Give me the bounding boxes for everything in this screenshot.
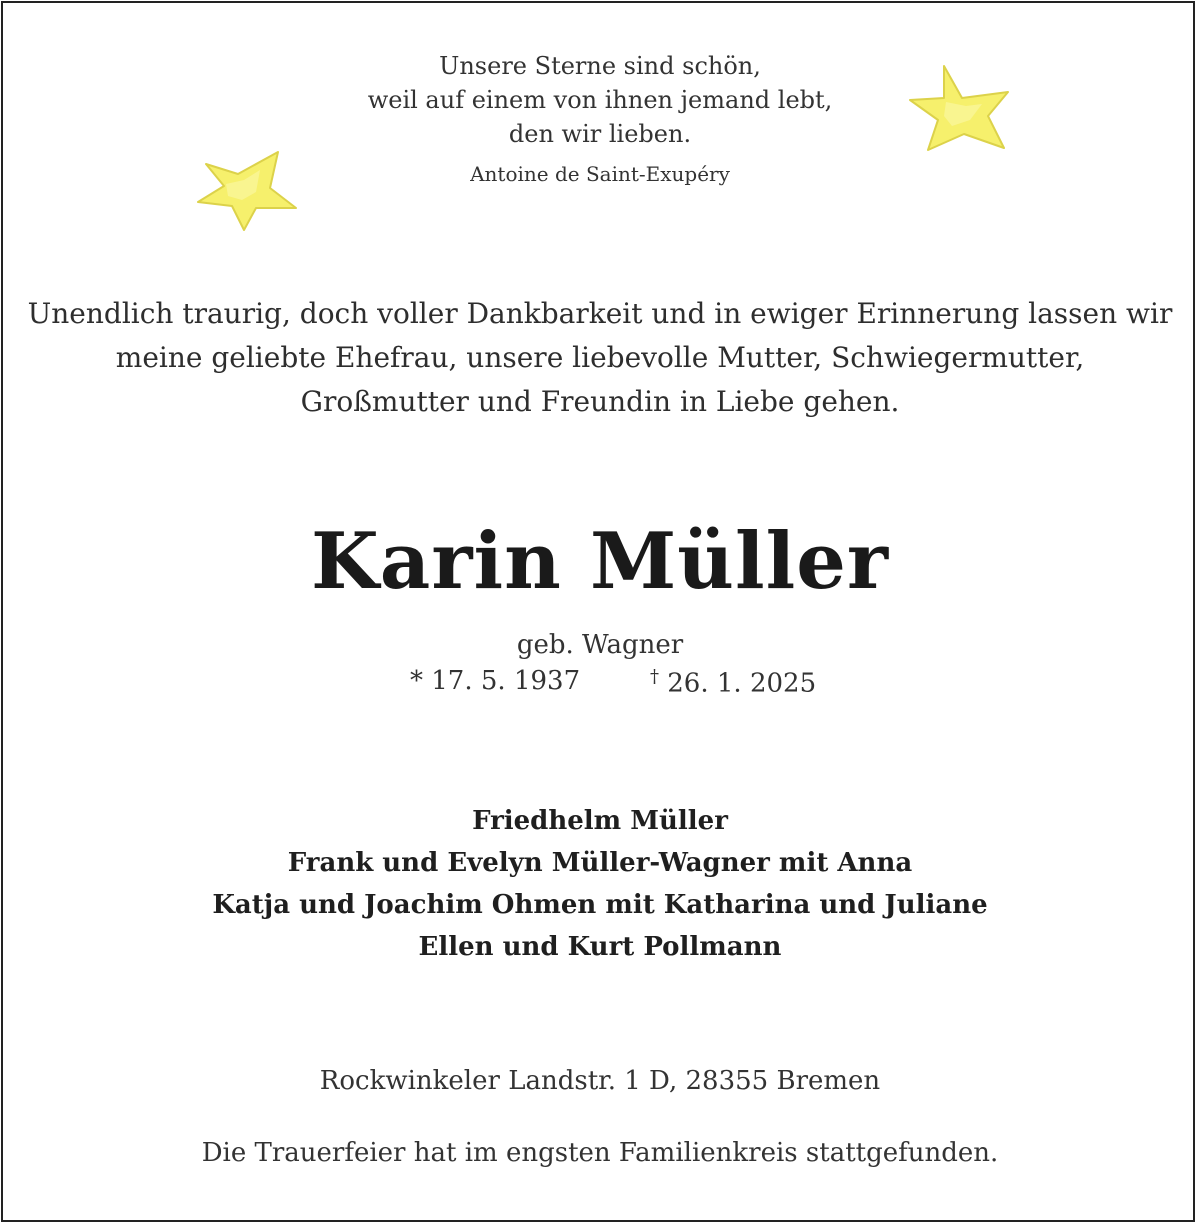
quote-author: Antoine de Saint-Exupéry: [470, 162, 730, 186]
ceremony-note: Die Trauerfeier hat im engsten Familienkreis stattgefunden.: [201, 1138, 999, 1168]
birth-symbol: *: [410, 666, 423, 696]
deceased-name: Karin Müller: [311, 516, 889, 607]
birth-date: [410, 666, 580, 696]
star-icon: [186, 140, 316, 235]
mourner-line: Friedhelm Müller: [472, 806, 728, 836]
death-symbol: †: [650, 666, 659, 687]
intro-line: Großmutter und Freundin in Liebe gehen.: [300, 385, 900, 418]
mourner-line: Frank und Evelyn Müller-Wagner mit Anna: [287, 848, 913, 878]
intro-line: meine geliebte Ehefrau, unsere liebevolle Mutter, Schwiegermutter,: [115, 341, 1085, 374]
born-name: geb. Wagner: [516, 630, 684, 660]
quote-line: weil auf einem von ihnen jemand lebt,: [367, 86, 833, 114]
mourner-line: Ellen und Kurt Pollmann: [418, 932, 782, 962]
death-date: [650, 666, 816, 699]
intro-line: Unendlich traurig, doch voller Dankbarkeit und in ewiger Erinnerung lassen wir: [27, 297, 1173, 330]
quote-line: Unsere Sterne sind schön,: [439, 52, 761, 80]
birth-date-value: 17. 5. 1937: [431, 666, 581, 696]
address: Rockwinkeler Landstr. 1 D, 28355 Bremen: [319, 1066, 881, 1096]
quote-line: den wir lieben.: [508, 120, 692, 148]
death-date-value: 26. 1. 2025: [667, 668, 817, 699]
mourner-line: Katja und Joachim Ohmen mit Katharina und Juliane: [212, 890, 988, 920]
